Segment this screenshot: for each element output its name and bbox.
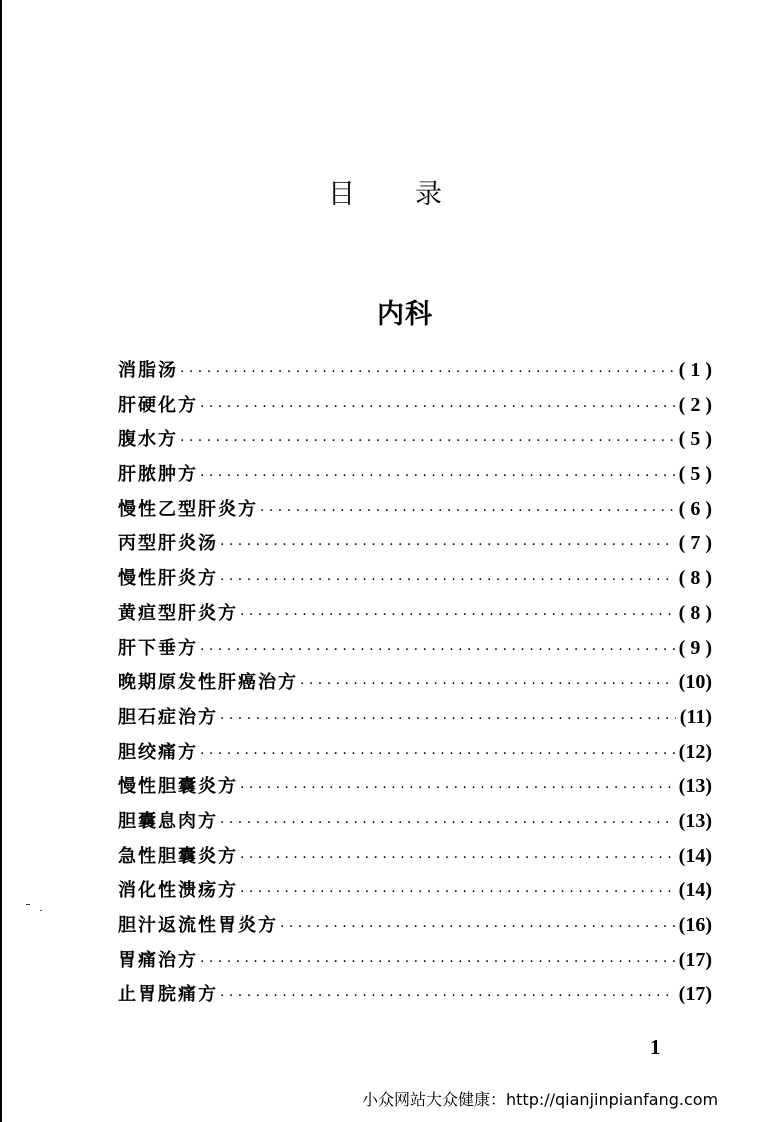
- toc-leader-dots: [260, 494, 675, 529]
- toc-leader-dots: [220, 979, 675, 1014]
- toc-entry[interactable]: [118, 596, 712, 631]
- toc-entry-page: ( 2 ): [678, 393, 712, 416]
- toc-leader-dots: [220, 806, 675, 841]
- toc-entry-page: (17): [678, 948, 712, 971]
- toc-entry[interactable]: [118, 353, 712, 388]
- toc-entry-label: 慢性乙型肝炎方: [118, 498, 258, 520]
- toc-leader-dots: [200, 945, 675, 980]
- toc-leader-dots: [280, 910, 675, 945]
- toc-entry[interactable]: [118, 492, 712, 527]
- toc-entry-page: ( 5 ): [678, 463, 712, 486]
- toc-entry-label: 慢性胆囊炎方: [118, 776, 238, 798]
- section-heading: 内科: [377, 299, 433, 330]
- toc-leader-dots: [240, 875, 675, 910]
- toc-entry-page: ( 9 ): [678, 636, 712, 659]
- toc-entry[interactable]: [118, 631, 712, 666]
- toc-leader-dots: [220, 563, 675, 598]
- toc-entry[interactable]: [118, 665, 712, 700]
- toc-leader-dots: [200, 633, 675, 668]
- toc-leader-dots: [300, 667, 675, 702]
- toc-leader-dots: [200, 737, 675, 772]
- toc-entry-page: ( 6 ): [678, 497, 712, 520]
- page-title-char-1: 目: [328, 179, 355, 210]
- toc-leader-dots: [240, 598, 675, 633]
- toc-entry[interactable]: [118, 526, 712, 561]
- toc-entry-label: 慢性肝炎方: [118, 568, 218, 590]
- page-number: 1: [650, 1035, 661, 1059]
- toc-entry-page: ( 8 ): [678, 601, 712, 624]
- toc-entry-page: (12): [678, 740, 712, 763]
- toc-leader-dots: [200, 459, 675, 494]
- scan-speck: [40, 910, 42, 911]
- toc-entry[interactable]: [118, 388, 712, 423]
- toc-entry[interactable]: [118, 908, 712, 943]
- toc-entry-label: 腹水方: [118, 429, 178, 451]
- toc-entry-page: (13): [678, 809, 712, 832]
- toc-entry-page: ( 5 ): [678, 428, 712, 451]
- toc-entry-label: 止胃脘痛方: [118, 984, 218, 1006]
- toc-entry-label: 急性胆囊炎方: [118, 845, 238, 867]
- toc-entry-label: 晚期原发性肝癌治方: [118, 672, 298, 694]
- toc-entry[interactable]: [118, 839, 712, 874]
- footer-watermark[interactable]: 小众网站大众健康：http://qianjinpianfang.com: [362, 1090, 719, 1109]
- toc-entry-page: (13): [678, 775, 712, 798]
- toc-entry[interactable]: [118, 977, 712, 1012]
- toc-entry[interactable]: [118, 457, 712, 492]
- page-title-char-2: 录: [415, 179, 442, 210]
- toc-entry-label: 胆绞痛方: [118, 741, 198, 763]
- toc-entry-label: 消脂汤: [118, 360, 178, 381]
- page-title: [0, 172, 770, 211]
- toc-entry-page: ( 8 ): [678, 567, 712, 590]
- toc-leader-dots: [180, 424, 675, 459]
- toc-entry-page: ( 1 ): [678, 359, 712, 381]
- toc-entry-label: 肝脓肿方: [118, 464, 198, 486]
- toc-entry-label: 黄疸型肝炎方: [118, 602, 238, 624]
- toc-leader-dots: [200, 390, 675, 425]
- toc-entry[interactable]: [118, 735, 712, 770]
- toc-entry-page: ( 7 ): [678, 532, 712, 555]
- toc-entry[interactable]: [118, 422, 712, 457]
- toc-leader-dots: [220, 702, 676, 737]
- toc-entry[interactable]: [118, 700, 712, 735]
- toc-entry[interactable]: [118, 873, 712, 908]
- toc-entry-page: (10): [678, 671, 712, 694]
- toc-entry-label: 肝下垂方: [118, 637, 198, 659]
- toc-entry[interactable]: [118, 804, 712, 839]
- toc-leader-dots: [180, 355, 675, 390]
- toc-entry-label: 肝硬化方: [118, 394, 198, 416]
- toc-entry-label: 丙型肝炎汤: [118, 533, 218, 555]
- toc-entry-label: 胆囊息肉方: [118, 810, 218, 832]
- toc-entry[interactable]: [118, 769, 712, 804]
- toc-entry-page: (11): [679, 705, 712, 728]
- toc-entry-label: 胆汁返流性胃炎方: [118, 915, 278, 936]
- toc-leader-dots: [240, 771, 675, 806]
- toc-entry[interactable]: [118, 561, 712, 596]
- page-edge-rule: [0, 0, 2, 1122]
- toc-entry-page: (14): [678, 844, 712, 867]
- toc-entry-page: (17): [678, 983, 712, 1006]
- toc-leader-dots: [220, 528, 675, 563]
- table-of-contents: [118, 353, 712, 1012]
- toc-entry-label: 胃痛治方: [118, 949, 198, 971]
- toc-entry-label: 消化性溃疡方: [118, 880, 238, 902]
- scan-speck: [26, 904, 30, 905]
- toc-entry-label: 胆石症治方: [118, 706, 218, 728]
- toc-entry-page: (16): [678, 914, 712, 936]
- toc-entry[interactable]: [118, 943, 712, 978]
- toc-entry-page: (14): [678, 879, 712, 902]
- toc-leader-dots: [240, 841, 675, 876]
